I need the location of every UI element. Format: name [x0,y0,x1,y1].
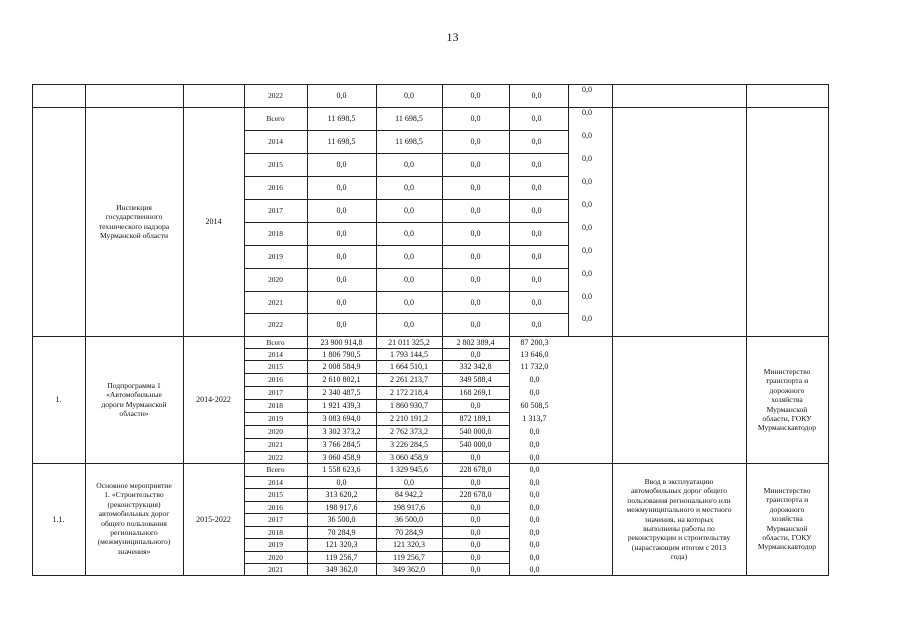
local-budget-cell: 0,0 [529,565,540,574]
other-sources-cell: 0,0 [582,246,592,255]
regional-budget-cell: 1 793 144,5 [390,350,428,359]
year-cell: Всего [266,114,285,123]
total-cell: 0,0 [336,229,347,238]
year-cell: 2015 [268,490,283,499]
local-budget-cell: 0,0 [529,440,540,449]
total-cell: 2 008 584,9 [322,362,361,371]
row-rule [244,268,568,269]
total-cell: 1 921 439,3 [322,401,361,410]
local-budget-cell: 0,0 [531,320,542,329]
local-budget-cell: 0,0 [529,478,540,487]
federal-budget-cell: 0,0 [470,160,481,169]
local-budget-cell: 0,0 [531,91,542,100]
federal-budget-cell: 0,0 [470,478,481,487]
year-cell: 2018 [268,229,283,238]
year-cell: 2022 [268,453,283,462]
regional-budget-cell: 0,0 [404,183,414,192]
subprogram-name: Подпрограмма 1 «Автомобильные дороги Мурманской области» [101,381,167,419]
year-cell: 2017 [268,515,283,524]
total-cell: 23 900 914,8 [320,338,363,347]
regional-budget-cell: 1 664 510,1 [390,362,428,371]
year-cell: Всего [266,338,285,347]
regional-budget-cell: 0,0 [404,478,414,487]
total-cell: 0,0 [336,206,347,215]
other-sources-cell: 0,0 [582,131,592,140]
federal-budget-cell: 0,0 [470,553,481,562]
year-cell: 2018 [268,528,283,537]
local-budget-cell: 0,0 [529,553,540,562]
other-sources-cell: 0,0 [582,108,592,117]
regional-budget-cell: 198 917,6 [393,503,425,512]
total-cell: 349 362,0 [325,565,358,574]
regional-budget-cell: 0,0 [404,320,414,329]
organization-name: Инспекция государственного технического надзора Мурманской области [98,203,170,241]
regional-budget-cell: 3 060 458,9 [390,453,428,462]
item-number: 1. [55,395,62,404]
regional-budget-cell: 2 210 191,2 [390,414,428,423]
regional-budget-cell: 0,0 [404,160,414,169]
local-budget-cell: 0,0 [529,375,540,384]
local-budget-cell: 0,0 [531,114,542,123]
row-rule [244,222,568,223]
federal-budget-cell: 228 678,0 [459,465,492,474]
local-budget-cell: 0,0 [529,453,540,462]
federal-budget-cell: 2 802 389,4 [456,338,495,347]
indicator-description: Ввод в эксплуатацию автомобильных дорог общего пользования регионального или межмуниципального и местного значения, на которых выполнены работы по реконструкции и строительству (нарастающим итогом с 2013 года) [626,477,732,562]
total-cell: 198 917,6 [325,503,358,512]
federal-budget-cell: 540 000,0 [459,427,492,436]
total-cell: 0,0 [336,252,347,261]
total-cell: 0,0 [336,183,347,192]
other-sources-cell: 0,0 [582,292,592,301]
federal-budget-cell: 0,0 [470,252,481,261]
local-budget-cell: 0,0 [529,490,540,499]
local-budget-cell: 0,0 [529,540,540,549]
regional-budget-cell: 0,0 [404,206,414,215]
federal-budget-cell: 332 342,8 [459,362,492,371]
year-cell: 2020 [268,553,283,562]
federal-budget-cell: 0,0 [470,114,481,123]
local-budget-cell: 0,0 [531,183,542,192]
federal-budget-cell: 0,0 [470,275,481,284]
total-cell: 0,0 [336,91,347,100]
federal-budget-cell: 0,0 [470,401,481,410]
other-sources-cell: 0,0 [582,200,592,209]
regional-budget-cell: 2 172 218,4 [390,388,428,397]
regional-budget-cell: 11 698,5 [395,114,423,123]
local-budget-cell: 0,0 [531,229,542,238]
regional-budget-cell: 11 698,5 [395,137,423,146]
regional-budget-cell: 119 256,7 [393,553,425,562]
total-cell: 11 698,5 [327,137,356,146]
year-cell: 2018 [268,401,283,410]
federal-budget-cell: 0,0 [470,515,481,524]
row-rule [244,245,568,246]
federal-budget-cell: 0,0 [470,453,481,462]
local-budget-cell: 11 732,0 [520,362,549,371]
federal-budget-cell: 0,0 [470,229,481,238]
total-cell: 121 320,3 [325,540,358,549]
federal-budget-cell: 228 678,0 [459,490,492,499]
year-cell: 2016 [268,503,283,512]
column-rule [183,84,184,576]
total-cell: 1 806 790,5 [322,350,361,359]
year-cell: 2022 [268,320,283,329]
row-rule [244,313,568,314]
federal-budget-cell: 349 588,4 [459,375,492,384]
local-budget-cell: 0,0 [531,160,542,169]
total-cell: 3 302 373,2 [322,427,361,436]
regional-budget-cell: 1 860 930,7 [390,401,428,410]
year-cell: 2021 [268,565,283,574]
row-rule [244,176,568,177]
local-budget-cell: 0,0 [531,275,542,284]
federal-budget-cell: 0,0 [470,183,481,192]
year-cell: 2020 [268,275,283,284]
year-cell: 2020 [268,427,283,436]
local-budget-cell: 0,0 [529,515,540,524]
regional-budget-cell: 1 329 945,6 [390,465,428,474]
total-cell: 2 340 487,5 [322,388,361,397]
regional-budget-cell: 70 284,9 [395,528,423,537]
table-bottom-border [32,575,828,576]
regional-budget-cell: 0,0 [404,229,414,238]
federal-budget-cell: 0,0 [470,565,481,574]
table-side-border [32,84,33,576]
year-cell: 2014 [268,137,283,146]
year-cell: 2014 [268,478,283,487]
year-cell: 2021 [268,440,283,449]
regional-budget-cell: 0,0 [404,252,414,261]
total-cell: 3 083 694,0 [322,414,361,423]
total-cell: 11 698,5 [327,114,356,123]
page-number: 13 [446,30,459,44]
regional-budget-cell: 121 320,3 [393,540,425,549]
item-number: 1.1. [52,515,65,524]
total-cell: 3 766 284,5 [322,440,361,449]
local-budget-cell: 13 646,0 [520,350,549,359]
federal-budget-cell: 0,0 [470,528,481,537]
other-sources-cell: 0,0 [582,223,592,232]
table-side-border [828,84,829,576]
other-sources-cell: 0,0 [582,177,592,186]
local-budget-cell: 0,0 [531,252,542,261]
total-cell: 119 256,7 [325,553,358,562]
federal-budget-cell: 0,0 [470,320,481,329]
regional-budget-cell: 2 762 373,2 [390,427,428,436]
year-cell: 2016 [268,183,283,192]
executor-name: Министерство транспорта и дорожного хозяйства Мурманской области, ГОКУ Мурманскавтодор [757,486,817,552]
row-rule [244,291,568,292]
period-cell: 2015-2022 [196,515,231,524]
local-budget-cell: 0,0 [531,137,542,146]
year-cell: 2019 [268,540,283,549]
total-cell: 1 558 623,6 [322,465,361,474]
total-cell: 313 620,2 [325,490,358,499]
year-cell: Всего [266,465,285,474]
total-cell: 0,0 [336,320,347,329]
federal-budget-cell: 168 269,1 [459,388,492,397]
federal-budget-cell: 0,0 [470,298,481,307]
federal-budget-cell: 540 000,0 [459,440,492,449]
local-budget-cell: 87 200,3 [520,338,549,347]
section-rule [32,107,828,108]
section-rule [32,463,828,464]
regional-budget-cell: 21 011 325,2 [388,338,430,347]
total-cell: 0,0 [336,298,347,307]
regional-budget-cell: 3 226 284,5 [390,440,428,449]
table-top-border [32,84,828,85]
total-cell: 36 500,0 [327,515,356,524]
row-rule [244,130,568,131]
executor-name: Министерство транспорта и дорожного хозяйства Мурманской области, ГОКУ Мурманскавтодор [757,367,817,433]
federal-budget-cell: 0,0 [470,540,481,549]
local-budget-cell: 1 313,7 [522,414,547,423]
regional-budget-cell: 84 942,2 [395,490,423,499]
year-cell: 2014 [268,350,283,359]
local-budget-cell: 0,0 [529,388,540,397]
total-cell: 0,0 [336,275,347,284]
total-cell: 70 284,9 [327,528,356,537]
row-rule [244,199,568,200]
federal-budget-cell: 0,0 [470,350,481,359]
year-cell: 2019 [268,252,283,261]
federal-budget-cell: 0,0 [470,206,481,215]
local-budget-cell: 0,0 [529,528,540,537]
other-sources-cell: 0,0 [582,154,592,163]
total-cell: 0,0 [336,478,347,487]
local-budget-cell: 0,0 [531,298,542,307]
period-cell: 2014-2022 [196,395,231,404]
regional-budget-cell: 36 500,0 [395,515,423,524]
activity-name: Основное мероприятие 1. «Строительство (реконструкция) автомобильных дорог общего пользования регионального (межмуниципального) значения» [96,481,172,556]
local-budget-cell: 0,0 [529,465,540,474]
section-rule [32,336,828,337]
federal-budget-cell: 0,0 [470,503,481,512]
year-cell: 2017 [268,206,283,215]
year-cell: 2019 [268,414,283,423]
total-cell: 2 610 802,1 [322,375,361,384]
year-cell: 2022 [268,91,283,100]
local-budget-cell: 0,0 [531,206,542,215]
period-cell: 2014 [205,217,222,226]
local-budget-cell: 0,0 [529,503,540,512]
year-cell: 2016 [268,375,283,384]
other-sources-cell: 0,0 [582,85,592,94]
year-cell: 2015 [268,362,283,371]
federal-budget-cell: 0,0 [470,91,481,100]
regional-budget-cell: 349 362,0 [393,565,425,574]
regional-budget-cell: 0,0 [404,91,414,100]
regional-budget-cell: 2 261 213,7 [390,375,428,384]
other-sources-cell: 0,0 [582,314,592,323]
year-cell: 2017 [268,388,283,397]
regional-budget-cell: 0,0 [404,275,414,284]
row-rule [244,153,568,154]
year-cell: 2015 [268,160,283,169]
local-budget-cell: 60 508,5 [520,401,549,410]
year-cell: 2021 [268,298,283,307]
other-sources-cell: 0,0 [582,269,592,278]
regional-budget-cell: 0,0 [404,298,414,307]
federal-budget-cell: 0,0 [470,137,481,146]
total-cell: 0,0 [336,160,347,169]
local-budget-cell: 0,0 [529,427,540,436]
federal-budget-cell: 872 189,1 [459,414,492,423]
total-cell: 3 060 458,9 [322,453,361,462]
